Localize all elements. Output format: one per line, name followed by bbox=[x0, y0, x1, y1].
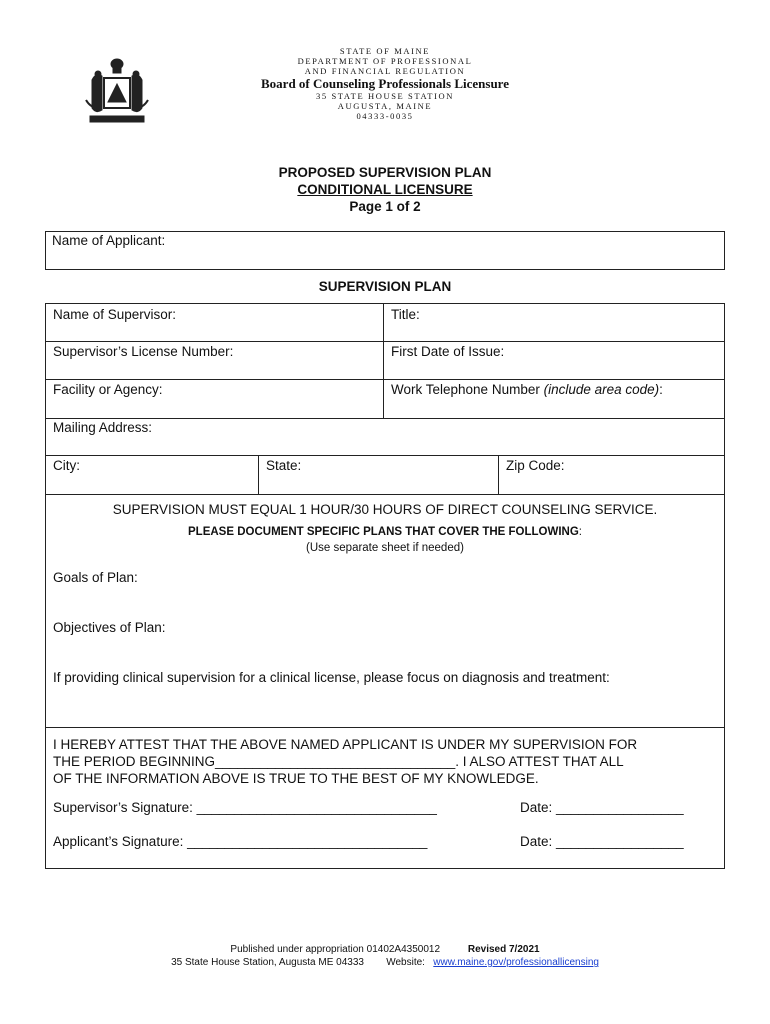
department-line-2: AND FINANCIAL REGULATION bbox=[304, 66, 466, 76]
footer-address: 35 State House Station, Augusta ME 04333 bbox=[171, 957, 364, 968]
applicant-name-field[interactable] bbox=[45, 231, 725, 270]
title-line-1: PROPOSED SUPERVISION PLAN bbox=[278, 165, 492, 180]
page-indicator: Page 1 of 2 bbox=[349, 199, 421, 214]
divider bbox=[45, 341, 725, 342]
applicant-signature-field[interactable]: Applicant’s Signature: ________________________________ bbox=[53, 834, 428, 849]
objectives-label[interactable]: Objectives of Plan: bbox=[53, 620, 166, 635]
footer-contact bbox=[0, 957, 770, 968]
column-divider bbox=[383, 303, 384, 418]
zip-line: 04333-0035 bbox=[356, 111, 414, 121]
separate-sheet-note: (Use separate sheet if needed) bbox=[306, 542, 464, 554]
divider bbox=[45, 379, 725, 380]
divider bbox=[45, 455, 725, 456]
section-title: SUPERVISION PLAN bbox=[318, 279, 452, 294]
appropriation-text: Published under appropriation 01402A4350012 bbox=[230, 944, 441, 955]
department-line: DEPARTMENT OF PROFESSIONAL bbox=[297, 56, 473, 66]
attestation-statement bbox=[53, 736, 637, 787]
divider bbox=[45, 494, 725, 495]
address-line: 35 STATE HOUSE STATION bbox=[316, 91, 454, 101]
supervisor-title-label[interactable]: Title: bbox=[391, 307, 420, 322]
board-name: Board of Counseling Professionals Licensure bbox=[261, 76, 509, 91]
form-title bbox=[200, 164, 570, 215]
applicant-date-field[interactable]: Date: _________________ bbox=[520, 834, 684, 849]
supervision-requirement: SUPERVISION MUST EQUAL 1 HOUR/30 HOURS OF DIRECT COUNSELING SERVICE. bbox=[112, 502, 658, 517]
column-divider bbox=[258, 455, 259, 494]
first-issue-date-label[interactable]: First Date of Issue: bbox=[391, 344, 505, 359]
letterhead bbox=[200, 46, 570, 121]
mailing-address-label[interactable]: Mailing Address: bbox=[53, 420, 153, 435]
goals-label[interactable]: Goals of Plan: bbox=[53, 570, 138, 585]
website-label: Website: bbox=[386, 957, 425, 968]
state-label[interactable]: State: bbox=[266, 458, 302, 473]
supervisor-signature-field[interactable]: Supervisor’s Signature: ________________________________ bbox=[53, 800, 437, 815]
facility-label[interactable]: Facility or Agency: bbox=[53, 382, 163, 397]
license-number-label[interactable]: Supervisor’s License Number: bbox=[53, 344, 234, 359]
work-phone-label[interactable]: Work Telephone Number (include area code): bbox=[391, 382, 663, 397]
column-divider bbox=[498, 455, 499, 494]
state-seal-image bbox=[84, 56, 150, 128]
revision-date: Revised 7/2021 bbox=[467, 944, 540, 955]
city-line: AUGUSTA, MAINE bbox=[337, 101, 433, 111]
website-link[interactable]: www.maine.gov/professionallicensing bbox=[433, 957, 599, 968]
supervisor-date-field[interactable]: Date: _________________ bbox=[520, 800, 684, 815]
plan-instruction: PLEASE DOCUMENT SPECIFIC PLANS THAT COVER THE FOLLOWING: bbox=[188, 526, 582, 538]
attestation-line-1: I HEREBY ATTEST THAT THE ABOVE NAMED APPLICANT IS UNDER MY SUPERVISION FOR bbox=[53, 737, 638, 752]
state-line: STATE OF MAINE bbox=[339, 46, 431, 56]
title-line-2: CONDITIONAL LICENSURE bbox=[297, 182, 473, 197]
footer-publication bbox=[0, 944, 770, 955]
clinical-focus-label[interactable]: If providing clinical supervision for a clinical license, please focus on diagnosis and treatment: bbox=[53, 670, 610, 685]
divider bbox=[45, 727, 725, 728]
supervisor-name-label[interactable]: Name of Supervisor: bbox=[53, 307, 177, 322]
zip-code-label[interactable]: Zip Code: bbox=[506, 458, 565, 473]
divider bbox=[45, 418, 725, 419]
applicant-name-label: Name of Applicant: bbox=[52, 233, 166, 248]
city-label[interactable]: City: bbox=[53, 458, 80, 473]
attestation-line-3: OF THE INFORMATION ABOVE IS TRUE TO THE BEST OF MY KNOWLEDGE. bbox=[53, 771, 539, 786]
attestation-line-2[interactable]: THE PERIOD BEGINNING________________________________. I ALSO ATTEST THAT ALL bbox=[53, 754, 624, 769]
